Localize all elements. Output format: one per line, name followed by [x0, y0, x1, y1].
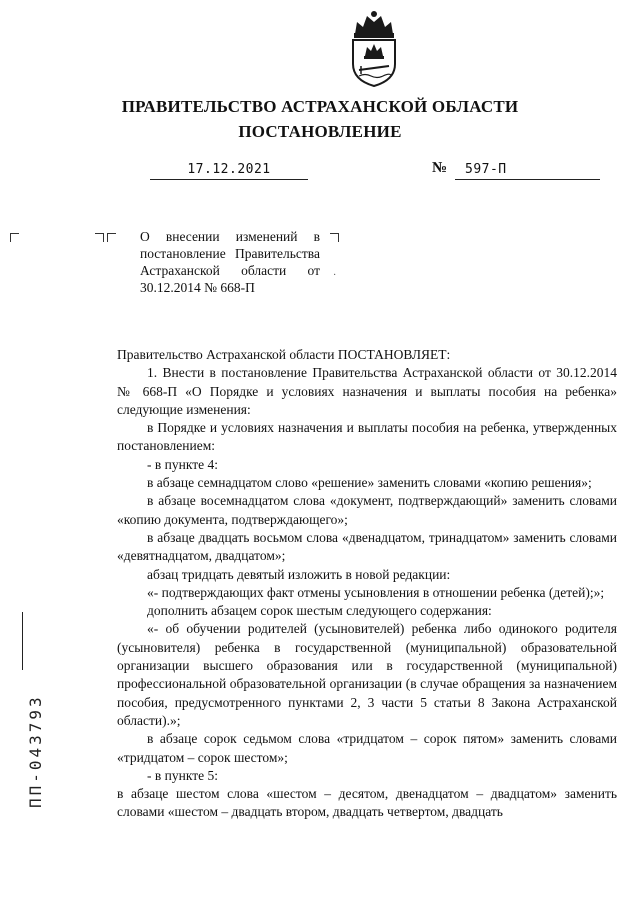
body-paragraph: «- подтверждающих факт отмены усыновления в отношении ребенка (детей);»;: [147, 584, 605, 600]
body-paragraph: в абзаце восемнадцатом слова «документ, подтверждающий» заменить словами «копию документа, подтверждающего»;: [117, 493, 617, 527]
body-paragraph: абзац тридцать девятый изложить в новой редакции:: [147, 566, 451, 582]
corner-mark-right: [330, 233, 339, 242]
body-paragraph: - в пункте 4:: [147, 456, 218, 472]
margin-dot: ·: [333, 270, 337, 281]
org-name: ПРАВИТЕЛЬСТВО АСТРАХАНСКОЙ ОБЛАСТИ: [121, 97, 519, 116]
body-paragraph: в абзаце шестом слова «шестом – десятом, двенадцатом – двадцатом» заменить словами «шестом – двадцать втором, двадцать четвертом, двадцать: [117, 786, 617, 820]
body-paragraph: в абзаце двадцать восьмом слова «двенадцатом, тринадцатом» заменить словами «девятнадцатом, двадцатом»;: [117, 529, 617, 564]
body-paragraph: в абзаце сорок седьмом слова «тридцатом – сорок пятом» заменить словами «тридцатом – сорок шестом»;: [117, 731, 617, 765]
corner-mark-a: [95, 233, 104, 242]
corner-mark-b: [107, 233, 116, 242]
document-number-field: [455, 160, 600, 180]
document-body: [117, 346, 617, 822]
body-paragraph: - в пункте 5:: [147, 767, 218, 783]
body-paragraph: дополнить абзацем сорок шестым следующего содержания:: [147, 603, 492, 619]
document-date-field: [150, 160, 308, 180]
document-number: 597-П: [465, 162, 507, 177]
body-paragraph: «- об обучении родителей (усыновителей) ребенка либо одинокого родителя (усыновителя) ребенка в государственной (муниципальной) образовательной организации высшего образования или в государственной (муниципальной) профессиональной образовательной организации (в случае обращения за назначением пособия, предусмотренного пунктами 2, 3 части 5 статьи 8 Закона Астраханской области).»;: [117, 621, 617, 728]
coat-of-arms-icon: [345, 8, 403, 88]
body-paragraph: в Порядке и условиях назначения и выплаты пособия на ребенка, утвержденных постановлением:: [117, 420, 617, 454]
number-sign: №: [432, 160, 448, 176]
corner-mark-left: [10, 233, 19, 242]
serial-code: ПП-043793: [26, 694, 45, 808]
body-paragraph: 1. Внести в постановление Правительства Астраханской области от 30.12.2014 № 668-П «О Порядке и условиях назначения и выплаты пособия на ребенка» следующие изменения:: [117, 365, 617, 417]
organization-header: [0, 94, 640, 144]
margin-line: [22, 612, 23, 670]
document-date: 17.12.2021: [187, 162, 271, 177]
document-type: ПОСТАНОВЛЕНИЕ: [238, 122, 402, 141]
body-paragraph: в абзаце семнадцатом слово «решение» заменить словами «копию решения»;: [147, 475, 592, 491]
document-subject: О внесении изменений в постановление Правительства Астраханской области от 30.12.2014 № 668-П: [140, 229, 320, 295]
body-paragraph: Правительство Астраханской области ПОСТАНОВЛЯЕТ:: [117, 347, 451, 362]
